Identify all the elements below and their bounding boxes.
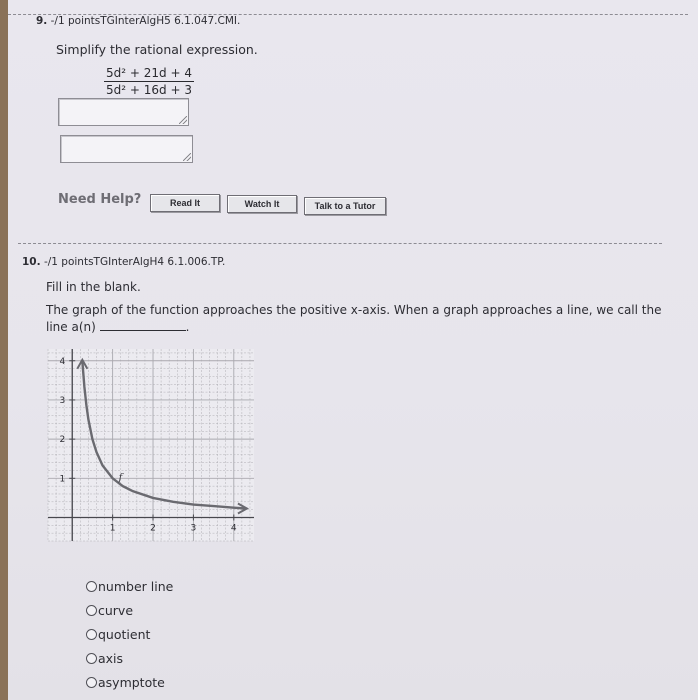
curve-label: f — [118, 472, 123, 484]
q10-question-line1: The graph of the function approaches the positive x-axis. When a graph approaches a line, we call the — [46, 303, 662, 317]
worksheet-page — [8, 0, 698, 700]
rational-expression — [104, 66, 194, 97]
fill-in-blank — [100, 321, 186, 331]
option-curve[interactable] — [86, 598, 173, 622]
q10-header — [22, 256, 225, 268]
option-axis[interactable] — [86, 646, 173, 670]
resize-grip-icon[interactable] — [183, 153, 191, 161]
x-tick-label: 1 — [109, 523, 116, 534]
q10-number: 10. — [22, 256, 41, 268]
option-label: quotient — [98, 626, 151, 642]
x-tick-label: 2 — [150, 523, 156, 534]
option-label: number line — [98, 578, 174, 594]
q9-number: 9. — [36, 15, 48, 27]
option-quotient[interactable] — [86, 622, 173, 646]
y-tick-label: 3 — [59, 395, 66, 406]
option-number-line[interactable] — [86, 574, 173, 598]
section-divider — [18, 243, 662, 244]
function-graph — [44, 345, 258, 545]
watch-it-button[interactable]: Watch It — [227, 195, 297, 213]
read-it-button[interactable]: Read It — [150, 194, 220, 212]
q9-header — [36, 15, 240, 27]
radio-button[interactable] — [86, 677, 97, 688]
option-label: asymptote — [98, 674, 165, 690]
numerator: 5d² + 21d + 4 — [106, 66, 192, 80]
q9-points: -/1 pointsTGInterAlgH5 6.1.047.CMI. — [50, 15, 241, 27]
x-tick-label: 4 — [230, 523, 237, 534]
y-tick-label: 2 — [59, 435, 66, 446]
q10-line2-prefix: line a(n) — [46, 320, 96, 334]
radio-button[interactable] — [86, 629, 97, 640]
need-help-label: Need Help? — [58, 192, 142, 207]
q10-question-line2 — [46, 319, 686, 336]
y-tick-label: 4 — [59, 356, 66, 367]
grid-background — [48, 349, 254, 541]
radio-button[interactable] — [86, 605, 97, 616]
resize-grip-icon[interactable] — [179, 116, 187, 124]
answer-numerator-field[interactable] — [58, 98, 189, 126]
option-label: axis — [98, 650, 124, 666]
q10-question — [46, 302, 686, 336]
radio-button[interactable] — [86, 581, 97, 592]
q9-prompt: Simplify the rational expression. — [56, 42, 258, 57]
denominator: 5d² + 16d + 3 — [106, 83, 192, 97]
q10-points: -/1 pointsTGInterAlgH4 6.1.006.TP. — [43, 256, 226, 268]
radio-button[interactable] — [86, 653, 97, 664]
option-label: curve — [98, 602, 134, 618]
q10-instruction: Fill in the blank. — [46, 280, 141, 294]
y-tick-label: 1 — [59, 474, 66, 485]
q10-line2-suffix: . — [185, 320, 190, 334]
x-tick-label: 3 — [190, 523, 197, 534]
talk-to-tutor-button[interactable]: Talk to a Tutor — [304, 197, 386, 215]
answer-options — [86, 574, 173, 694]
option-asymptote[interactable] — [86, 670, 173, 694]
answer-denominator-field[interactable] — [60, 135, 193, 163]
